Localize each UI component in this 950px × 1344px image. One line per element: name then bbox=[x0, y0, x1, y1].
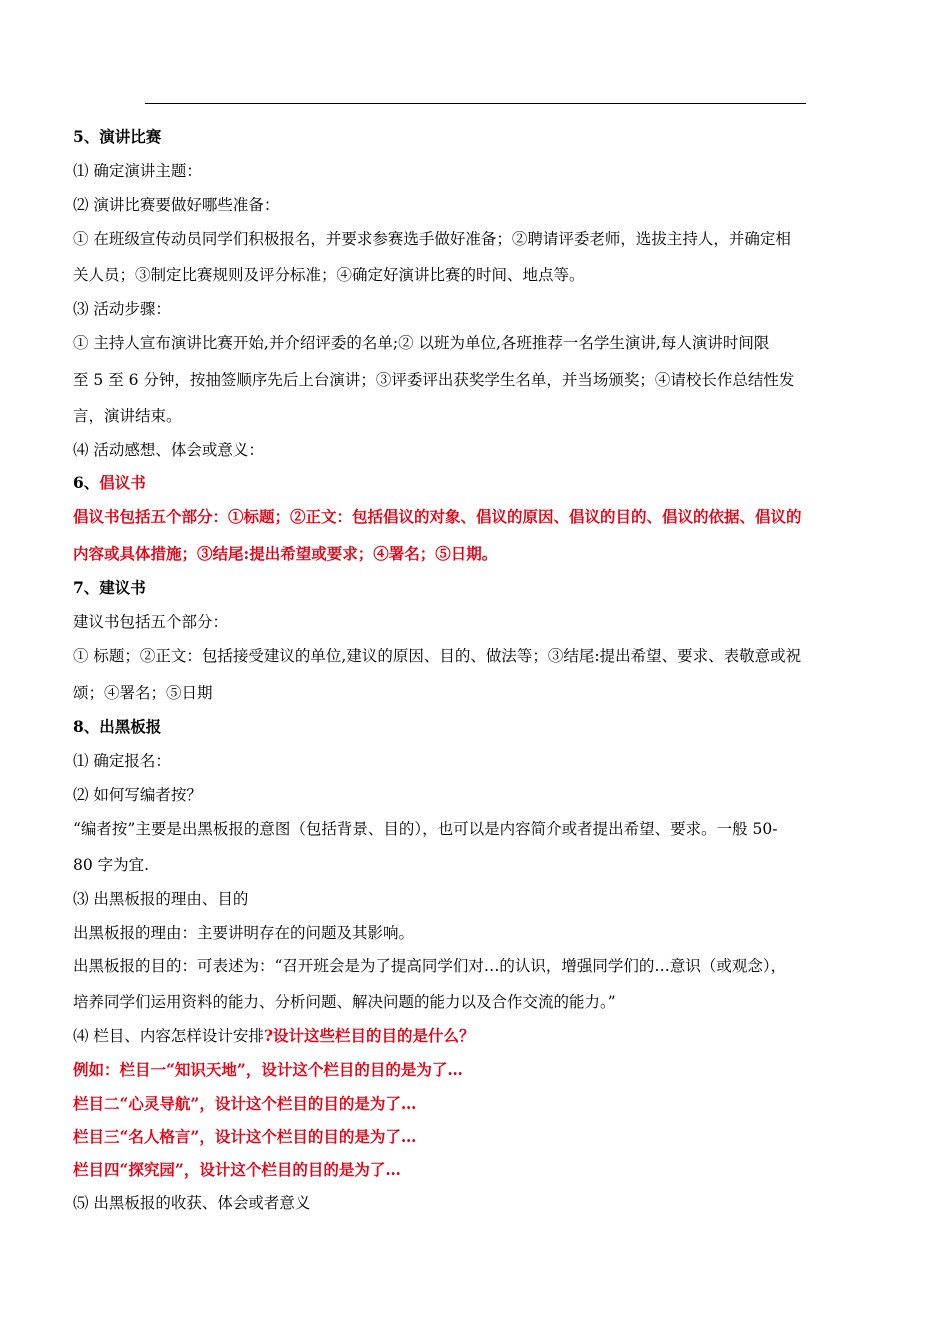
paragraph-line: ① 标题；②正文：包括接受建议的单位,建议的原因、目的、做法等；③结尾:提出希望、要求、表敬意或祝 bbox=[73, 647, 802, 665]
list-item: ⑵ 演讲比赛要做好哪些准备： bbox=[73, 196, 280, 214]
list-item: ⑷ 活动感想、体会或意义： bbox=[73, 441, 264, 459]
heading-blackboard: 8、出黑板报 bbox=[73, 717, 162, 736]
list-item: ⑵ 如何写编者按？ bbox=[73, 786, 202, 804]
heading-number: 6、 bbox=[73, 473, 100, 492]
paragraph-line: 至 5 至 6 分钟，按抽签顺序先后上台演讲；③评委评出获奖学生名单，并当场颁奖；④请校长作总结性发 bbox=[73, 371, 795, 389]
highlight-line: 栏目三“名人格言”，设计这个栏目的目的是为了… bbox=[73, 1127, 417, 1146]
paragraph-line: 建议书包括五个部分： bbox=[73, 613, 229, 631]
paragraph-line: 颂；④署名；⑤日期 bbox=[73, 684, 213, 702]
list-item bbox=[73, 1026, 475, 1046]
paragraph-line: 80 字为宜. bbox=[73, 856, 150, 874]
paragraph-line: 培养同学们运用资料的能力、分析问题、解决问题的能力以及合作交流的能力。” bbox=[73, 993, 616, 1011]
list-item: ⑴ 确定演讲主题： bbox=[73, 162, 202, 180]
paragraph-line: 关人员；③制定比赛规则及评分标准；④确定好演讲比赛的时间、地点等。 bbox=[73, 266, 585, 284]
header-rule bbox=[145, 103, 806, 104]
heading-suggestion: 7、建议书 bbox=[73, 578, 146, 597]
highlight-line: 内容或具体措施；③结尾:提出希望或要求；④署名；⑤日期。 bbox=[73, 544, 498, 563]
heading-title: 倡议书 bbox=[99, 473, 146, 492]
highlight-line: 例如：栏目一“知识天地”，设计这个栏目的目的是为了… bbox=[73, 1060, 463, 1079]
paragraph-line: 出黑板报的理由：主要讲明存在的问题及其影响。 bbox=[73, 924, 415, 942]
list-item-highlight: ?设计这些栏目的目的是什么？ bbox=[263, 1026, 475, 1045]
paragraph-line: ① 在班级宣传动员同学们积极报名，并要求参赛选手做好准备；②聘请评委老师，选拔主持人，并确定相 bbox=[73, 230, 791, 248]
paragraph-line: “编者按”主要是出黑板报的意图（包括背景、目的），也可以是内容简介或者提出希望、要求。一般 50- bbox=[73, 820, 778, 838]
highlight-line: 倡议书包括五个部分：①标题；②正文：包括倡议的对象、倡议的原因、倡议的目的、倡议的依据、倡议的 bbox=[73, 507, 802, 526]
paragraph-line: 出黑板报的目的：可表述为：“召开班会是为了提高同学们对…的认识，增强同学们的…意识（或观念）， bbox=[73, 957, 787, 975]
list-item: ⑸ 出黑板报的收获、体会或者意义 bbox=[73, 1194, 311, 1212]
list-item-text: ⑷ 栏目、内容怎样设计安排 bbox=[73, 1027, 264, 1045]
highlight-line: 栏目二“心灵导航”，设计这个栏目的目的是为了… bbox=[73, 1094, 417, 1113]
highlight-line: 栏目四“探究园”，设计这个栏目的目的是为了… bbox=[73, 1160, 401, 1179]
list-item: ⑶ 活动步骤： bbox=[73, 300, 171, 318]
list-item: ⑶ 出黑板报的理由、目的 bbox=[73, 890, 249, 908]
list-item: ⑴ 确定报名： bbox=[73, 752, 171, 770]
heading-proposal bbox=[73, 473, 146, 493]
heading-speech-contest: 5、演讲比赛 bbox=[73, 127, 162, 146]
paragraph-line: ① 主持人宣布演讲比赛开始,并介绍评委的名单;② 以班为单位,各班推荐一名学生演讲,每人演讲时间限 bbox=[73, 334, 770, 352]
paragraph-line: 言，演讲结束。 bbox=[73, 407, 182, 425]
